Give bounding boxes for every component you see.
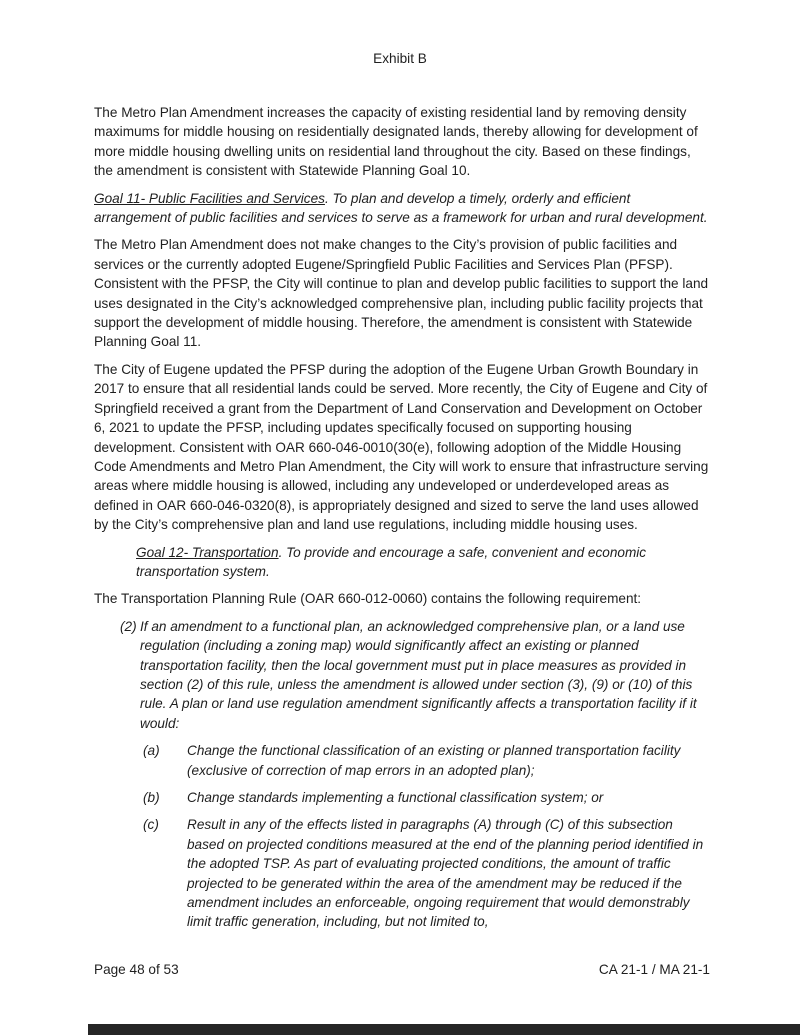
list-item-a-text: Change the functional classification of an existing or planned transportation facility (exclusive of correction of map errors in an adopted plan);	[187, 743, 681, 778]
goal11-description: . To plan and develop a timely, orderly and efficient arrangement of public facilities and services to serve as a framework for urban and rural development.	[94, 190, 708, 226]
list-item-c	[94, 815, 710, 931]
list-item-c-label: (c)	[143, 817, 159, 833]
list-item-2	[94, 617, 710, 733]
paragraph-goal12-heading	[136, 543, 710, 582]
list-item-b-label: (b)	[143, 790, 160, 805]
list-item-b-text: Change standards implementing a functional classification system; or	[187, 790, 604, 805]
goal12-description: . To provide and encourage a safe, convenient and economic transportation system.	[136, 544, 647, 579]
list-item-2-text: If an amendment to a functional plan, an acknowledged comprehensive plan, or a land use regulation (including a zoning map) would significantly affect an existing or planned transportation facility, then the local government must put in place measures as provided in section (2) of this rule, unless the amendment is allowed under section (3), (9) or (10) of this rule. A plan or land use regulation amendment significantly affects a transportation facility if it would:	[140, 618, 697, 731]
paragraph-goal11-heading	[94, 189, 710, 228]
paragraph-goal11-finding-1: The Metro Plan Amendment does not make changes to the City’s provision of public facilities and services or the currently adopted Eugene/Springfield Public Facilities and Services Plan (PFSP). Consistent with the PFSP, the City will continue to plan and develop public facilities to support the land uses designated in the City’s acknowledged comprehensive plan, including public facility projects that support the development of middle housing. Therefore, the amendment is consistent with Statewide Planning Goal 11.	[94, 237, 709, 350]
paragraph-tpr-intro: The Transportation Planning Rule (OAR 660-012-0060) contains the following requirement:	[94, 591, 642, 607]
paragraph-goal11-finding-2: The City of Eugene updated the PFSP during the adoption of the Eugene Urban Growth Boundary in 2017 to ensure that all residential lands could be served. More recently, the City of Eugene and City of Springfield received a grant from the Department of Land Conservation and Development on October 6, 2021 to update the PFSP, including updates specifically focused on supporting housing development. Consistent with OAR 660-046-0010(30(e), following adoption of the Middle Housing Code Amendments and Metro Plan Amendment, the City will work to ensure that infrastructure serving areas where middle housing is allowed, including any undeveloped or underdeveloped areas as defined in OAR 660-046-0320(8), is appropriately designed and sized to serve the land uses allowed by the City’s comprehensive plan and land use regulations, including middle housing uses.	[94, 361, 709, 533]
goal12-title: Goal 12- Transportation	[136, 544, 279, 560]
page-title: Exhibit B	[373, 51, 427, 66]
list-item-a-label: (a)	[143, 743, 160, 759]
document-content	[94, 103, 710, 940]
list-item-c-text: Result in any of the effects listed in paragraphs (A) through (C) of this subsection based on projected conditions measured at the end of the planning period identified in the adopted TSP. As part of evaluating projected conditions, the amount of traffic projected to be generated within the area of the amendment may be reduced if the amendment includes an enforceable, ongoing requirement that would demonstrably limit traffic generation, including, but not limited to,	[187, 817, 704, 930]
goal11-title: Goal 11- Public Facilities and Services	[94, 190, 325, 206]
list-item-b	[94, 788, 710, 807]
footer-page-number: Page 48 of 53	[94, 962, 179, 977]
page-footer	[94, 960, 710, 979]
list-item-a	[94, 741, 710, 780]
scan-edge-artifact	[88, 1024, 800, 1035]
paragraph-goal10-finding: The Metro Plan Amendment increases the capacity of existing residential land by removing density maximums for middle housing on residentially designated lands, thereby allowing for development of more middle housing dwelling units on residential land throughout the city. Based on these findings, the amendment is consistent with Statewide Planning Goal 10.	[94, 105, 698, 179]
list-item-2-label: (2)	[120, 618, 137, 634]
footer-case-number: CA 21-1 / MA 21-1	[598, 962, 710, 977]
